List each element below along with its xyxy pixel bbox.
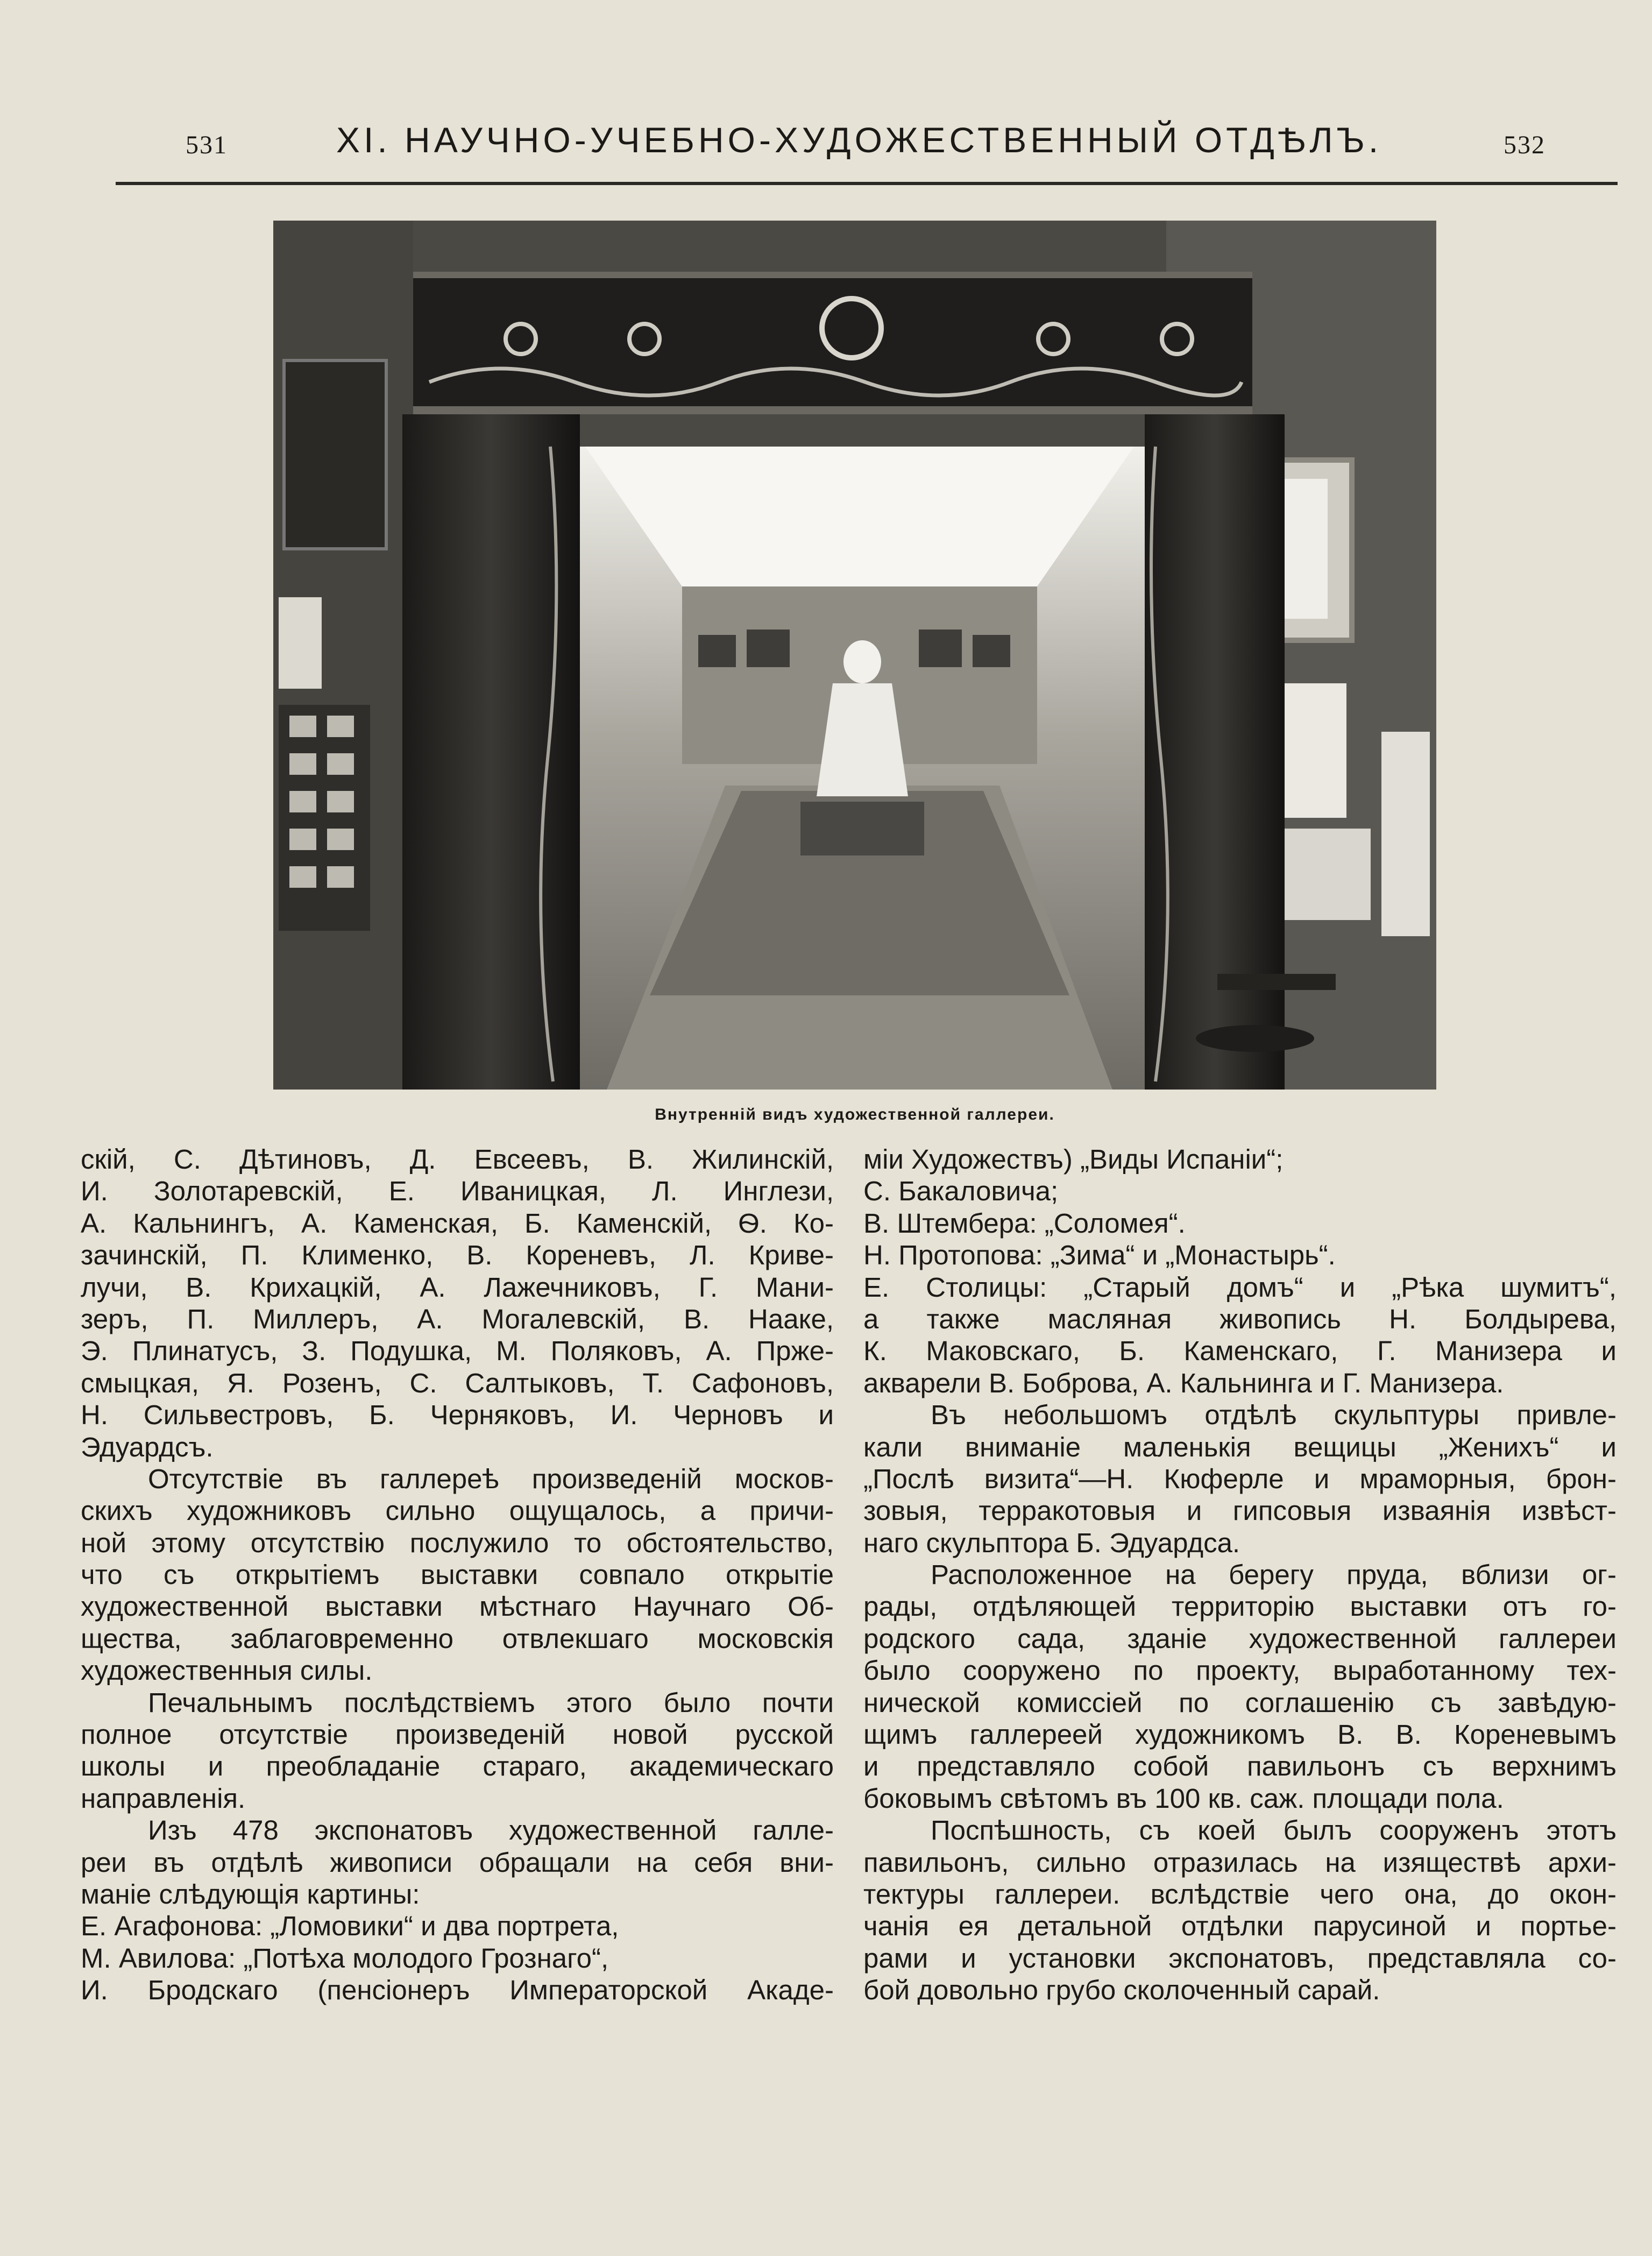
right-column	[863, 1143, 1616, 2006]
running-header	[116, 119, 1652, 179]
header-rule	[116, 182, 1618, 185]
text-line: лучи, В. Крихацкій, А. Лажечниковъ, Г. Мани-	[81, 1271, 834, 1303]
text-line: Э. Плинатусъ, З. Подушка, М. Поляковъ, А. Прже-	[81, 1335, 834, 1367]
text-line: И. Бродскаго (пенсіонеръ Императорской Акаде-	[81, 1975, 834, 2006]
text-line: щества, заблаговременно отвлекшаго московскія	[81, 1623, 834, 1654]
text-line: В. Штембера: „Соломея“.	[863, 1207, 1186, 1239]
text-line: а также масляная живопись Н. Болдырева,	[863, 1303, 1616, 1334]
text-line: Печальнымъ послѣдствіемъ этого было почти	[148, 1687, 834, 1718]
text-line: рами и установки экспонатовъ, представляла со-	[863, 1942, 1616, 1974]
page-number-left: 531	[186, 131, 228, 159]
figure-caption: Внутренній видъ художественной галлереи.	[655, 1106, 1055, 1123]
text-line: зачинскій, П. Клименко, В. Кореневъ, Л. Криве-	[81, 1240, 834, 1271]
text-line: реи въ отдѣлѣ живописи обращали на себя вни-	[81, 1847, 834, 1878]
text-line: „Послѣ визита“—Н. Кюферле и мраморныя, брон-	[863, 1463, 1616, 1494]
text-line: что съ открытіемъ выставки совпало открытіе	[81, 1559, 834, 1590]
text-line: міи Художествъ) „Виды Испаніи“;	[863, 1144, 1284, 1175]
text-line: К. Маковскаго, Б. Каменскаго, Г. Манизера и	[863, 1335, 1616, 1367]
text-line: и представляло собой павильонъ съ верхнимъ	[863, 1751, 1616, 1782]
text-line: Эдуардсъ.	[81, 1431, 214, 1462]
text-line: чанія ея детальной отдѣлки парусиной и портье-	[863, 1911, 1616, 1942]
text-line: маніе слѣдующія картины:	[81, 1878, 420, 1910]
text-line: М. Авилова: „Потѣха молодого Грознаго“,	[81, 1942, 609, 1974]
text-line: скій, С. Дѣтиновъ, Д. Евсеевъ, В. Жилинскій,	[81, 1144, 834, 1175]
text-line: школы и преобладаніе стараго, академическаго	[81, 1751, 834, 1782]
text-line: И. Золотаревскій, Е. Иваницкая, Л. Инглези,	[81, 1176, 834, 1207]
text-line: Изъ 478 экспонатовъ художественной галле-	[148, 1815, 834, 1846]
text-line: было сооружено по проекту, выработанному тех-	[863, 1655, 1616, 1686]
text-line: павильонъ, сильно отразилась на изяществѣ архи-	[863, 1847, 1616, 1878]
text-line: смыцкая, Я. Розенъ, С. Салтыковъ, Т. Сафоновъ,	[81, 1367, 834, 1398]
text-line: полное отсутствіе произведеній новой русской	[81, 1719, 834, 1750]
text-line: наго скульптора Б. Эдуардса.	[863, 1527, 1240, 1558]
text-line: скихъ художниковъ сильно ощущалось, а причи-	[81, 1495, 834, 1526]
text-line: Е. Столицы: „Старый домъ“ и „Рѣка шумитъ“,	[863, 1271, 1616, 1303]
text-line: художественной выставки мѣстнаго Научнаго Об-	[81, 1591, 834, 1622]
text-line: А. Кальнингъ, А. Каменская, Б. Каменскій, Ѳ. Ко-	[81, 1207, 834, 1239]
text-line: щимъ галлереей художникомъ В. В. Кореневымъ	[863, 1719, 1616, 1750]
text-line: ной этому отсутствію послужило то обстоятельство,	[81, 1527, 834, 1558]
text-line: Н. Сильвестровъ, Б. Черняковъ, И. Черновъ и	[81, 1399, 834, 1431]
text-line: направленія.	[81, 1783, 246, 1814]
gallery-photograph-image	[273, 221, 1436, 1090]
text-line: Поспѣшность, съ коей былъ сооруженъ этотъ	[931, 1815, 1616, 1846]
text-line: Н. Протопова: „Зима“ и „Монастырь“.	[863, 1240, 1336, 1271]
page-number-right: 532	[1504, 131, 1545, 159]
text-line: художественныя силы.	[81, 1655, 373, 1686]
text-line: Въ небольшомъ отдѣлѣ скульптуры привле-	[931, 1399, 1616, 1431]
gallery-photograph	[273, 221, 1436, 1090]
text-line: тектуры галлереи. вслѣдствіе чего она, до окон-	[863, 1878, 1616, 1910]
text-line: боковымъ свѣтомъ въ 100 кв. саж. площади пола.	[863, 1783, 1504, 1814]
text-line: Е. Агафонова: „Ломовики“ и два портрета,	[81, 1911, 619, 1942]
text-line: родского сада, зданіе художественной галлереи	[863, 1623, 1616, 1654]
text-line: акварели В. Боброва, А. Кальнинга и Г. Манизера.	[863, 1367, 1504, 1398]
text-line: нической комиссіей по соглашенію съ завѣдую-	[863, 1687, 1616, 1718]
text-line: Расположенное на берегу пруда, вблизи ог-	[931, 1559, 1616, 1590]
text-line: бой довольно грубо сколоченный сарай.	[863, 1975, 1380, 2006]
left-column	[81, 1143, 834, 2006]
text-line: С. Бакаловича;	[863, 1176, 1059, 1207]
text-line: зеръ, П. Миллеръ, А. Могалевскій, В. Нааке,	[81, 1303, 834, 1334]
section-title: XI. НАУЧНО-УЧЕБНО-ХУДОЖЕСТВЕННЫЙ ОТДѢЛЪ.	[336, 120, 1382, 160]
text-line: рады, отдѣляющей территорію выставки отъ го-	[863, 1591, 1616, 1622]
text-line: кали вниманіе маленькія вещицы „Женихъ“ и	[863, 1431, 1616, 1462]
text-line: зовыя, терракотовыя и гипсовыя изваянія извѣст-	[863, 1495, 1616, 1526]
text-line: Отсутствіе въ галлереѣ произведеній москов-	[148, 1463, 834, 1494]
